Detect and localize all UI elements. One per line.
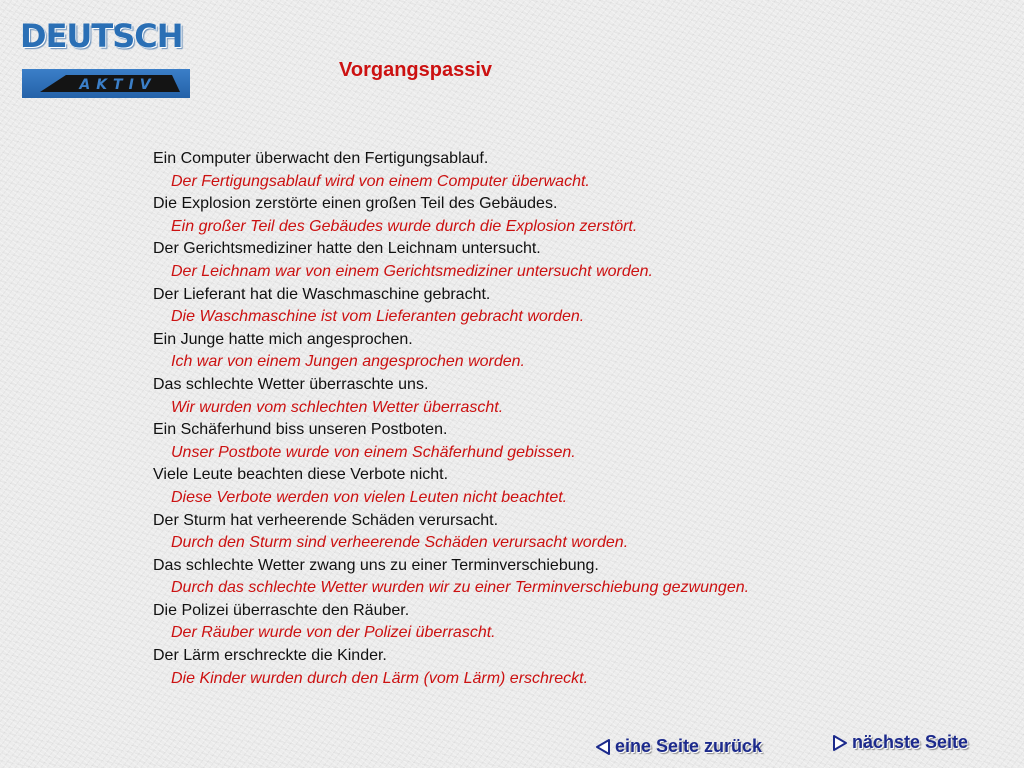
active-sentence: Ein Schäferhund biss unseren Postboten. xyxy=(153,421,448,439)
example-item xyxy=(153,238,749,283)
passive-sentence: Der Fertigungsablauf wird von einem Computer überwacht. xyxy=(171,172,590,190)
triangle-right-icon xyxy=(832,734,848,752)
previous-page-link[interactable] xyxy=(595,736,762,757)
active-sentence: Der Gerichtsmediziner hatte den Leichnam untersucht. xyxy=(153,240,541,258)
passive-sentence: Unser Postbote wurde von einem Schäferhund gebissen. xyxy=(171,443,576,461)
active-sentence: Ein Computer überwacht den Fertigungsablauf. xyxy=(153,150,489,167)
example-item xyxy=(153,510,749,555)
active-sentence: Die Explosion zerstörte einen großen Teil des Gebäudes. xyxy=(153,195,558,213)
passive-sentence: Die Kinder wurden durch den Lärm (vom Lärm) erschreckt. xyxy=(171,669,589,687)
example-item xyxy=(153,374,749,419)
active-sentence: Das schlechte Wetter zwang uns zu einer Terminverschiebung. xyxy=(153,556,599,574)
active-sentence: Der Sturm hat verheerende Schäden verursacht. xyxy=(153,511,499,529)
example-list xyxy=(153,148,749,690)
active-sentence: Die Polizei überraschte den Räuber. xyxy=(153,601,410,619)
passive-sentence: Diese Verbote werden von vielen Leuten nicht beachtet. xyxy=(171,488,568,506)
example-item xyxy=(153,645,749,690)
passive-sentence: Durch den Sturm sind verheerende Schäden verursacht worden. xyxy=(171,534,629,552)
example-item xyxy=(153,464,749,509)
example-item xyxy=(153,555,749,600)
active-sentence: Viele Leute beachten diese Verbote nicht. xyxy=(153,466,449,484)
logo-deutsch: DEUTSCH xyxy=(20,17,183,55)
example-item xyxy=(153,600,749,645)
passive-sentence: Durch das schlechte Wetter wurden wir zu einer Terminverschiebung gezwungen. xyxy=(171,579,750,597)
passive-sentence: Die Waschmaschine ist vom Lieferanten gebracht worden. xyxy=(171,308,585,326)
logo-badge-text: AKTIV xyxy=(79,77,157,93)
triangle-left-icon xyxy=(595,738,611,756)
example-item xyxy=(153,329,749,374)
example-item xyxy=(153,148,749,193)
next-page-label: nächste Seite xyxy=(852,732,969,752)
passive-sentence: Ein großer Teil des Gebäudes wurde durch die Explosion zerstört. xyxy=(171,217,638,235)
example-item xyxy=(153,193,749,238)
passive-sentence: Wir wurden vom schlechten Wetter überrascht. xyxy=(171,398,504,416)
logo-badge xyxy=(22,69,190,98)
example-item xyxy=(153,284,749,329)
passive-sentence: Ich war von einem Jungen angesprochen worden. xyxy=(171,353,525,371)
passive-sentence: Der Räuber wurde von der Polizei überrascht. xyxy=(171,624,496,642)
next-page-link[interactable] xyxy=(832,732,968,753)
previous-page-label: eine Seite zurück xyxy=(615,736,763,756)
page-title: Vorgangspassiv xyxy=(339,59,493,81)
active-sentence: Der Lieferant hat die Waschmaschine gebracht. xyxy=(153,285,491,303)
active-sentence: Das schlechte Wetter überraschte uns. xyxy=(153,375,429,393)
active-sentence: Der Lärm erschreckte die Kinder. xyxy=(153,647,387,665)
passive-sentence: Der Leichnam war von einem Gerichtsmediziner untersucht worden. xyxy=(171,262,653,280)
active-sentence: Ein Junge hatte mich angesprochen. xyxy=(153,330,413,348)
example-item xyxy=(153,419,749,464)
